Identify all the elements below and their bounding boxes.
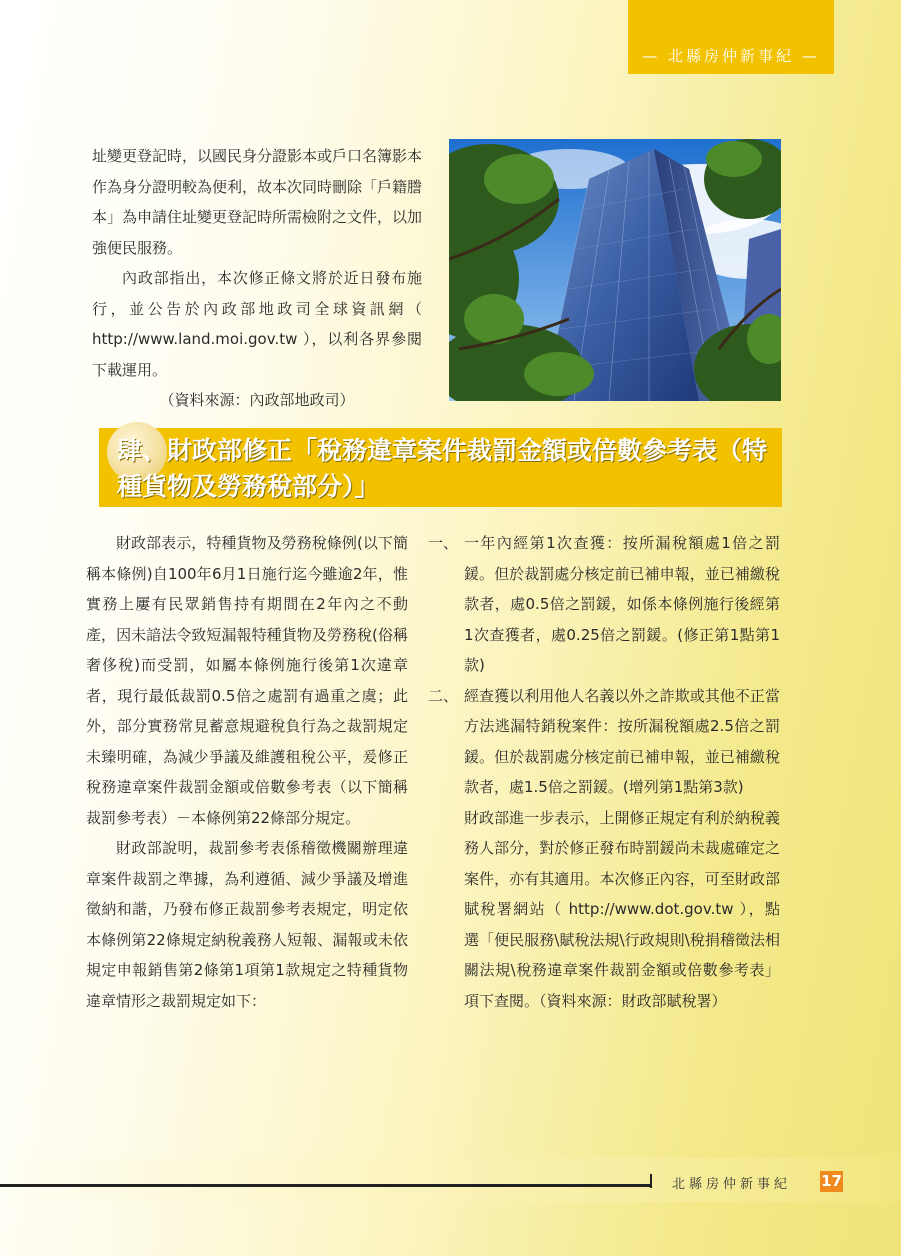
list-item (428, 528, 780, 681)
top-article (92, 141, 422, 416)
list-item-text: 一年內經第1次查獲：按所漏稅額處1倍之罰鍰。但於裁罰處分核定前已補申報，並已補繳稅款者，處0.5倍之罰鍰，如係本條例施行後經第1次查獲者，處0.25倍之罰鍰。(修正第1點第1款) (464, 534, 780, 674)
list-item-number: 二、 (428, 686, 459, 705)
building-photo (449, 139, 781, 401)
section-header-tab (628, 0, 834, 74)
top-article-paragraph: 內政部指出，本次修正條文將於近日發布施行，並公告於內政部地政司全球資訊網（ http://www.land.moi.gov.tw ），以利各界參閱下載運用。 (92, 269, 422, 379)
top-article-source: （資料來源：內政部地政司） (159, 391, 355, 409)
list-item-text: 經查獲以利用他人名義以外之詐欺或其他不正當方法逃漏特銷稅案件：按所漏稅額處2.5倍之罰鍰。但於裁罰處分核定前已補申報，並已補繳稅款者，處1.5倍之罰鍰。(增列第1點第3款) (464, 686, 780, 796)
left-paragraph: 財政部說明，裁罰參考表係稽徵機關辦理違章案件裁罰之準據，為利遵循、減少爭議及增進徵納和諧，乃發布修正裁罰參考表規定，明定依本條例第22條規定納稅義務人短報、漏報或未依規定申報銷售第2條第1項第1款規定之特種貨物違章情形之裁罰規定如下： (86, 839, 408, 1010)
right-column (428, 528, 780, 1016)
section-tag: — 北縣房仲新事紀 — (642, 47, 820, 65)
right-paragraph: 財政部進一步表示，上開修正規定有利於納稅義務人部分，對於修正發布時罰鍰尚未裁處確定之案件，亦有其適用。本次修正內容，可至財政部賦稅署網站（ http://www.dot.gov.tw ），點選「便民服務\賦稅法規\行政規則\稅捐稽徵法相關法規\稅務違章案件裁罰金額或倍數參考表」項下查閱。（資料來源：財政部賦稅署） (464, 808, 780, 1010)
left-paragraph: 財政部表示，特種貨物及勞務稅條例(以下簡稱本條例)自100年6月1日施行迄今雖逾2年，惟實務上屢有民眾銷售持有期間在2年內之不動產，因未諳法令致短漏報特種貨物及勞務稅(俗稱奢侈稅)而受罰，如屬本條例施行後第1次違章者，現行最低裁罰0.5倍之處罰有過重之虞；此外，部分實務常見蓄意規避稅負行為之裁罰規定未臻明確，為減少爭議及維護租稅公平，爰修正稅務違章案件裁罰金額或倍數參考表（以下簡稱裁罰參考表）－本條例第22條部分規定。 (86, 534, 408, 827)
list-item (428, 681, 780, 803)
page-number: 17 (821, 1172, 842, 1190)
footer-rule-tick (650, 1174, 652, 1188)
footer-rule (0, 1184, 650, 1187)
top-article-paragraph: 址變更登記時，以國民身分證影本或戶口名簿影本作為身分證明較為便利，故本次同時刪除「戶籍謄本」為申請住址變更登記時所需檢附之文件，以加強便民服務。 (92, 147, 423, 257)
footer-publication: 北縣房仲新事紀 (672, 1177, 792, 1192)
section-title: 肆、財政部修正「稅務違章案件裁罰金額或倍數參考表（特種貨物及勞務稅部分）」 (117, 436, 768, 501)
left-column (86, 528, 408, 1016)
section-banner (99, 428, 782, 507)
list-item-number: 一、 (428, 534, 459, 552)
